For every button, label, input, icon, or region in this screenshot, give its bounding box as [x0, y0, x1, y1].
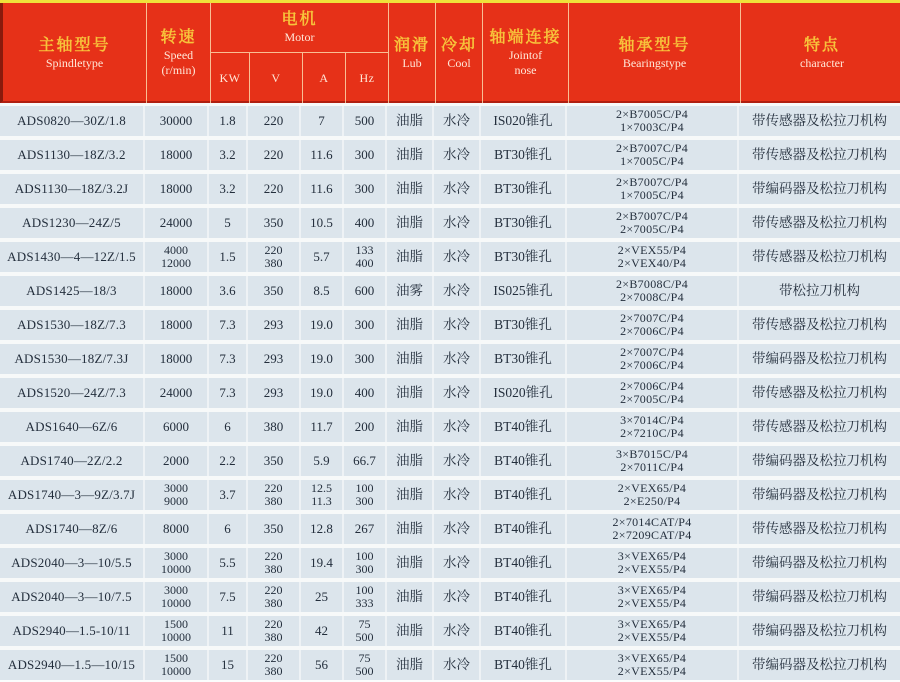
- cell-current: 5.9: [299, 446, 342, 476]
- cell-character: 带传感器及松拉刀机构: [737, 412, 900, 442]
- cell-joint-of-nose: BT30锥孔: [479, 140, 565, 170]
- cell-current: 19.4: [299, 548, 342, 578]
- cell-current: 42: [299, 616, 342, 646]
- cell-lubrication: 油脂: [385, 242, 432, 272]
- cell-voltage: 220 380: [246, 548, 299, 578]
- cell-current: 19.0: [299, 378, 342, 408]
- cell-frequency: 100 333: [342, 582, 385, 612]
- cell-speed: 18000: [143, 140, 207, 170]
- cell-bearings: 2×7007C/P4 2×7006C/P4: [565, 310, 737, 340]
- table-row: [0, 650, 900, 680]
- cell-kw: 3.6: [207, 276, 246, 306]
- cell-bearings: 3×VEX65/P4 2×VEX55/P4: [565, 582, 737, 612]
- table-row: [0, 412, 900, 442]
- header-speed-unit: (r/min): [161, 63, 196, 77]
- cell-kw: 7.3: [207, 378, 246, 408]
- cell-bearings: 3×7014C/P4 2×7210C/P4: [565, 412, 737, 442]
- cell-lubrication: 油脂: [385, 174, 432, 204]
- cell-current: 5.7: [299, 242, 342, 272]
- cell-bearings: 3×VEX65/P4 2×VEX55/P4: [565, 650, 737, 680]
- cell-frequency: 300: [342, 174, 385, 204]
- cell-kw: 1.5: [207, 242, 246, 272]
- table-row: [0, 310, 900, 340]
- header-spindle-type-zh: 主轴型号: [38, 36, 111, 54]
- cell-frequency: 267: [342, 514, 385, 544]
- cell-frequency: 66.7: [342, 446, 385, 476]
- cell-spindle-model: ADS1740—2Z/2.2: [20, 453, 123, 468]
- cell-voltage: 293: [246, 344, 299, 374]
- cell-frequency: 300: [342, 344, 385, 374]
- header-character: [740, 3, 900, 103]
- header-joint-zh: 轴端连接: [489, 29, 562, 46]
- cell-bearings: 3×VEX65/P4 2×VEX55/P4: [565, 616, 737, 646]
- cell-kw: 3.7: [207, 480, 246, 510]
- header-spindle-type: [3, 3, 146, 103]
- header-speed-zh: 转速: [160, 29, 197, 46]
- cell-bearings: 2×B7007C/P4 2×7005C/P4: [565, 208, 737, 238]
- cell-current: 25: [299, 582, 342, 612]
- cell-spindle-model: ADS2940—1.5-10/11: [12, 623, 131, 638]
- cell-speed: 1500 10000: [143, 650, 207, 680]
- cell-joint-of-nose: BT30锥孔: [479, 344, 565, 374]
- cell-current: 11.6: [299, 140, 342, 170]
- cell-kw: 6: [207, 412, 246, 442]
- cell-lubrication: 油脂: [385, 582, 432, 612]
- cell-kw: 6: [207, 514, 246, 544]
- cell-joint-of-nose: BT30锥孔: [479, 208, 565, 238]
- cell-kw: 7.3: [207, 344, 246, 374]
- header-character-en: character: [800, 55, 844, 70]
- header-motor-group: [210, 3, 388, 53]
- table-row: [0, 446, 900, 476]
- header-cooling: [435, 3, 482, 103]
- header-lub-zh: 润滑: [393, 36, 430, 54]
- header-motor-kw: [210, 53, 249, 103]
- cell-speed: 2000: [143, 446, 207, 476]
- header-motor-en: Motor: [284, 30, 315, 44]
- cell-speed: 8000: [143, 514, 207, 544]
- cell-cooling: 水冷: [432, 412, 479, 442]
- cell-character: 带编码器及松拉刀机构: [737, 548, 900, 578]
- cell-joint-of-nose: BT40锥孔: [479, 412, 565, 442]
- cell-speed: 3000 10000: [143, 548, 207, 578]
- cell-bearings: 2×VEX65/P4 2×E250/P4: [565, 480, 737, 510]
- cell-voltage: 350: [246, 276, 299, 306]
- header-lubrication: [388, 3, 435, 103]
- cell-character: 带传感器及松拉刀机构: [737, 106, 900, 136]
- cell-spindle-model: ADS1740—3—9Z/3.7J: [7, 487, 136, 502]
- cell-cooling: 水冷: [432, 616, 479, 646]
- table-row: [0, 378, 900, 408]
- cell-frequency: 300: [342, 310, 385, 340]
- cell-spindle-model: ADS1430—4—12Z/1.5: [7, 249, 136, 264]
- cell-spindle-model: ADS1425—18/3: [26, 283, 117, 298]
- table-row: [0, 242, 900, 272]
- cell-voltage: 293: [246, 310, 299, 340]
- cell-bearings: 2×B7007C/P4 1×7005C/P4: [565, 140, 737, 170]
- cell-kw: 5.5: [207, 548, 246, 578]
- cell-spindle-model: ADS2040—3—10/7.5: [11, 589, 132, 604]
- cell-joint-of-nose: IS025锥孔: [479, 276, 565, 306]
- cell-kw: 5: [207, 208, 246, 238]
- cell-frequency: 75 500: [342, 650, 385, 680]
- cell-speed: 18000: [143, 276, 207, 306]
- cell-kw: 7.3: [207, 310, 246, 340]
- cell-spindle-model: ADS2940—1.5—10/15: [7, 657, 136, 672]
- cell-frequency: 500: [342, 106, 385, 136]
- cell-bearings: 3×VEX65/P4 2×VEX55/P4: [565, 548, 737, 578]
- cell-spindle-model: ADS1130—18Z/3.2J: [14, 181, 129, 196]
- cell-bearings: 2×7007C/P4 2×7006C/P4: [565, 344, 737, 374]
- cell-current: 12.5 11.3: [299, 480, 342, 510]
- header-motor-v: [249, 53, 302, 103]
- cell-voltage: 220 380: [246, 480, 299, 510]
- cell-cooling: 水冷: [432, 344, 479, 374]
- cell-cooling: 水冷: [432, 548, 479, 578]
- cell-character: 带编码器及松拉刀机构: [737, 582, 900, 612]
- cell-voltage: 220 380: [246, 582, 299, 612]
- cell-cooling: 水冷: [432, 446, 479, 476]
- cell-frequency: 100 300: [342, 548, 385, 578]
- cell-cooling: 水冷: [432, 276, 479, 306]
- cell-current: 8.5: [299, 276, 342, 306]
- cell-cooling: 水冷: [432, 140, 479, 170]
- table-header: [0, 3, 900, 103]
- cell-lubrication: 油脂: [385, 548, 432, 578]
- header-bearing-zh: 轴承型号: [618, 36, 691, 54]
- cell-spindle-model: ADS2040—3—10/5.5: [11, 555, 132, 570]
- cell-joint-of-nose: BT30锥孔: [479, 310, 565, 340]
- header-speed: [146, 3, 210, 103]
- cell-character: 带编码器及松拉刀机构: [737, 446, 900, 476]
- header-joint-en: Jointof: [508, 48, 543, 62]
- cell-speed: 3000 10000: [143, 582, 207, 612]
- cell-frequency: 300: [342, 140, 385, 170]
- cell-frequency: 100 300: [342, 480, 385, 510]
- table-row: [0, 548, 900, 578]
- cell-cooling: 水冷: [432, 106, 479, 136]
- cell-speed: 30000: [143, 106, 207, 136]
- cell-voltage: 220: [246, 106, 299, 136]
- table-row: [0, 140, 900, 170]
- table-row: [0, 582, 900, 612]
- cell-frequency: 133 400: [342, 242, 385, 272]
- cell-cooling: 水冷: [432, 582, 479, 612]
- header-motor-hz: [345, 53, 388, 103]
- cell-bearings: 2×VEX55/P4 2×VEX40/P4: [565, 242, 737, 272]
- cell-spindle-model: ADS1740—8Z/6: [25, 521, 118, 536]
- cell-frequency: 400: [342, 378, 385, 408]
- cell-speed: 24000: [143, 378, 207, 408]
- cell-current: 7: [299, 106, 342, 136]
- table-body: [0, 103, 900, 680]
- cell-character: 带编码器及松拉刀机构: [737, 616, 900, 646]
- table-row: [0, 106, 900, 136]
- cell-current: 12.8: [299, 514, 342, 544]
- cell-voltage: 220 380: [246, 650, 299, 680]
- cell-lubrication: 油脂: [385, 140, 432, 170]
- table-row: [0, 514, 900, 544]
- cell-bearings: 3×B7015C/P4 2×7011C/P4: [565, 446, 737, 476]
- table-row: [0, 174, 900, 204]
- header-character-zh: 特点: [803, 36, 840, 54]
- cell-current: 11.6: [299, 174, 342, 204]
- cell-cooling: 水冷: [432, 174, 479, 204]
- cell-joint-of-nose: BT40锥孔: [479, 480, 565, 510]
- cell-joint-of-nose: BT30锥孔: [479, 242, 565, 272]
- cell-frequency: 75 500: [342, 616, 385, 646]
- cell-spindle-model: ADS1520—24Z/7.3: [17, 385, 126, 400]
- cell-cooling: 水冷: [432, 480, 479, 510]
- table-row: [0, 344, 900, 374]
- header-joint-of-nose: [482, 3, 568, 103]
- cell-character: 带编码器及松拉刀机构: [737, 344, 900, 374]
- cell-frequency: 400: [342, 208, 385, 238]
- cell-voltage: 220: [246, 174, 299, 204]
- cell-joint-of-nose: BT40锥孔: [479, 446, 565, 476]
- cell-joint-of-nose: BT40锥孔: [479, 548, 565, 578]
- cell-spindle-model: ADS0820—30Z/1.8: [17, 113, 126, 128]
- cell-lubrication: 油脂: [385, 514, 432, 544]
- header-joint-en2: nose: [514, 63, 537, 77]
- cell-current: 56: [299, 650, 342, 680]
- cell-lubrication: 油雾: [385, 276, 432, 306]
- cell-voltage: 220 380: [246, 616, 299, 646]
- cell-current: 19.0: [299, 344, 342, 374]
- cell-current: 11.7: [299, 412, 342, 442]
- cell-character: 带传感器及松拉刀机构: [737, 310, 900, 340]
- cell-lubrication: 油脂: [385, 480, 432, 510]
- cell-voltage: 220 380: [246, 242, 299, 272]
- table-row: [0, 480, 900, 510]
- cell-speed: 6000: [143, 412, 207, 442]
- header-v-label: V: [271, 70, 281, 85]
- cell-voltage: 350: [246, 446, 299, 476]
- header-bearing-en: Bearingstype: [622, 55, 687, 70]
- table-row: [0, 276, 900, 306]
- cell-speed: 18000: [143, 174, 207, 204]
- cell-character: 带编码器及松拉刀机构: [737, 480, 900, 510]
- cell-joint-of-nose: IS020锥孔: [479, 106, 565, 136]
- header-spindle-type-en: Spindletype: [45, 55, 104, 70]
- cell-voltage: 380: [246, 412, 299, 442]
- cell-lubrication: 油脂: [385, 208, 432, 238]
- cell-lubrication: 油脂: [385, 446, 432, 476]
- cell-character: 带传感器及松拉刀机构: [737, 140, 900, 170]
- cell-lubrication: 油脂: [385, 412, 432, 442]
- cell-joint-of-nose: BT40锥孔: [479, 650, 565, 680]
- cell-lubrication: 油脂: [385, 310, 432, 340]
- header-kw-label: KW: [219, 70, 241, 85]
- cell-spindle-model: ADS1530—18Z/7.3: [17, 317, 126, 332]
- cell-lubrication: 油脂: [385, 650, 432, 680]
- cell-character: 带传感器及松拉刀机构: [737, 208, 900, 238]
- cell-voltage: 350: [246, 208, 299, 238]
- cell-character: 带传感器及松拉刀机构: [737, 378, 900, 408]
- header-motor-a: [302, 53, 345, 103]
- header-motor-zh: 电机: [281, 11, 318, 28]
- cell-joint-of-nose: IS020锥孔: [479, 378, 565, 408]
- cell-lubrication: 油脂: [385, 378, 432, 408]
- cell-cooling: 水冷: [432, 208, 479, 238]
- cell-spindle-model: ADS1530—18Z/7.3J: [14, 351, 129, 366]
- cell-speed: 1500 10000: [143, 616, 207, 646]
- cell-character: 带编码器及松拉刀机构: [737, 174, 900, 204]
- header-hz-label: Hz: [359, 70, 375, 85]
- cell-bearings: 2×7006C/P4 2×7005C/P4: [565, 378, 737, 408]
- cell-voltage: 220: [246, 140, 299, 170]
- cell-cooling: 水冷: [432, 242, 479, 272]
- table-row: [0, 208, 900, 238]
- cell-character: 带传感器及松拉刀机构: [737, 514, 900, 544]
- cell-character: 带松拉刀机构: [737, 276, 900, 306]
- cell-lubrication: 油脂: [385, 344, 432, 374]
- cell-character: 带编码器及松拉刀机构: [737, 650, 900, 680]
- cell-joint-of-nose: BT30锥孔: [479, 174, 565, 204]
- cell-bearings: 2×B7008C/P4 2×7008C/P4: [565, 276, 737, 306]
- cell-cooling: 水冷: [432, 650, 479, 680]
- cell-current: 19.0: [299, 310, 342, 340]
- header-speed-en: Speed: [163, 48, 194, 62]
- cell-kw: 11: [207, 616, 246, 646]
- cell-kw: 15: [207, 650, 246, 680]
- header-cool-zh: 冷却: [440, 36, 477, 54]
- cell-kw: 3.2: [207, 174, 246, 204]
- cell-kw: 3.2: [207, 140, 246, 170]
- cell-speed: 18000: [143, 310, 207, 340]
- cell-joint-of-nose: BT40锥孔: [479, 514, 565, 544]
- cell-speed: 3000 9000: [143, 480, 207, 510]
- header-cool-en: Cool: [447, 55, 471, 70]
- cell-cooling: 水冷: [432, 378, 479, 408]
- cell-current: 10.5: [299, 208, 342, 238]
- cell-speed: 24000: [143, 208, 207, 238]
- cell-speed: 18000: [143, 344, 207, 374]
- cell-frequency: 600: [342, 276, 385, 306]
- cell-lubrication: 油脂: [385, 616, 432, 646]
- cell-cooling: 水冷: [432, 310, 479, 340]
- header-bearings-type: [568, 3, 740, 103]
- cell-spindle-model: ADS1130—18Z/3.2: [17, 147, 126, 162]
- header-a-label: A: [319, 70, 329, 85]
- cell-voltage: 293: [246, 378, 299, 408]
- cell-bearings: 2×B7007C/P4 1×7005C/P4: [565, 174, 737, 204]
- cell-joint-of-nose: BT40锥孔: [479, 616, 565, 646]
- cell-bearings: 2×B7005C/P4 1×7003C/P4: [565, 106, 737, 136]
- header-lub-en: Lub: [402, 55, 422, 70]
- cell-spindle-model: ADS1230—24Z/5: [22, 215, 121, 230]
- cell-lubrication: 油脂: [385, 106, 432, 136]
- cell-bearings: 2×7014CAT/P4 2×7209CAT/P4: [565, 514, 737, 544]
- cell-kw: 2.2: [207, 446, 246, 476]
- cell-character: 带传感器及松拉刀机构: [737, 242, 900, 272]
- cell-cooling: 水冷: [432, 514, 479, 544]
- cell-spindle-model: ADS1640—6Z/6: [25, 419, 118, 434]
- cell-voltage: 350: [246, 514, 299, 544]
- table-row: [0, 616, 900, 646]
- cell-kw: 1.8: [207, 106, 246, 136]
- cell-frequency: 200: [342, 412, 385, 442]
- cell-speed: 4000 12000: [143, 242, 207, 272]
- cell-joint-of-nose: BT40锥孔: [479, 582, 565, 612]
- cell-kw: 7.5: [207, 582, 246, 612]
